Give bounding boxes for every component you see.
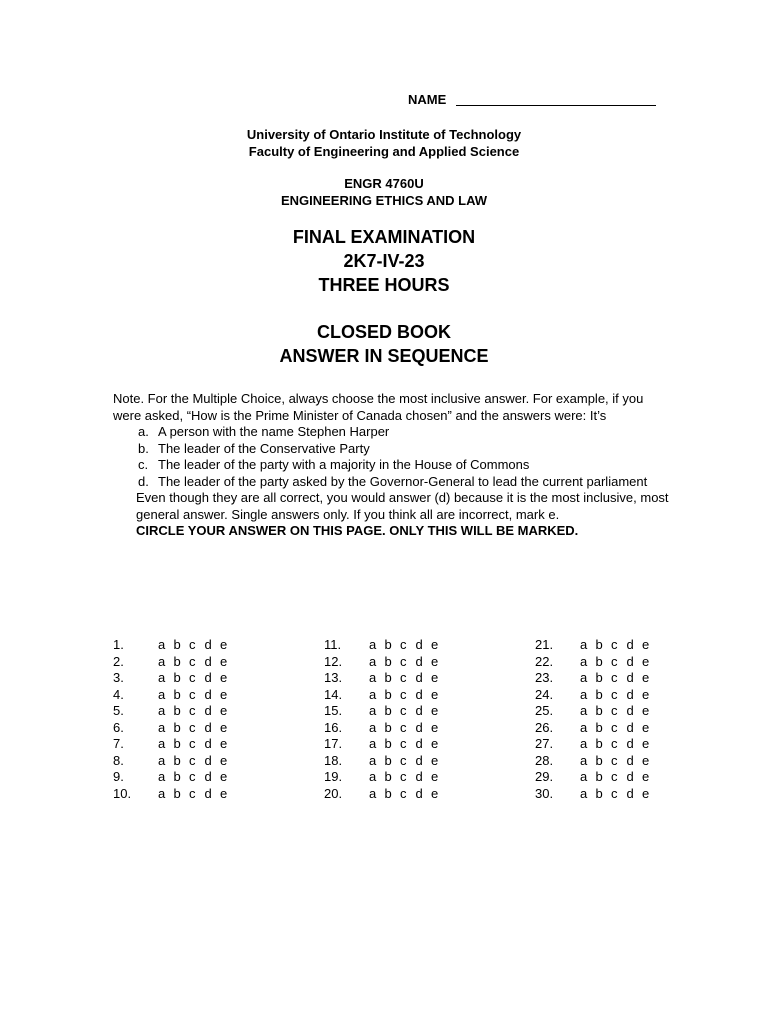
question-number: 25. xyxy=(535,703,554,718)
example-option xyxy=(113,441,673,458)
question-number: 19. xyxy=(324,769,343,784)
answer-choice-b[interactable]: b xyxy=(173,670,181,685)
answer-choice-e[interactable]: e xyxy=(431,769,439,784)
answer-row xyxy=(113,720,293,737)
option-text: A person with the name Stephen Harper xyxy=(158,424,390,439)
answer-row xyxy=(324,753,504,770)
answer-row xyxy=(535,786,715,803)
answer-choice-c[interactable]: c xyxy=(611,736,618,751)
note-intro: Note. For the Multiple Choice, always choose the most inclusive answer. For example, if you were asked, “How is the Prime Minister of Canada chosen” and the answers were: It’s xyxy=(113,391,644,423)
answer-choice-e[interactable]: e xyxy=(431,653,439,669)
answer-choice-d[interactable]: d xyxy=(626,752,634,768)
answer-choice-b[interactable]: b xyxy=(595,703,603,718)
answer-choice-b[interactable]: b xyxy=(173,703,181,718)
answer-choice-b[interactable]: b xyxy=(173,769,181,784)
answer-choice-c[interactable]: c xyxy=(189,769,196,784)
answer-choice-e[interactable]: e xyxy=(431,736,439,751)
answer-choice-d[interactable]: d xyxy=(415,686,423,702)
answer-choice-b[interactable]: b xyxy=(173,719,181,735)
answer-choice-b[interactable]: b xyxy=(384,703,392,718)
answer-choice-b[interactable]: b xyxy=(384,686,392,702)
question-number: 22. xyxy=(535,653,554,669)
answer-choice-c[interactable]: c xyxy=(400,637,407,652)
answer-choice-c[interactable]: c xyxy=(400,719,407,735)
answer-choice-e[interactable]: e xyxy=(642,670,650,685)
answer-row xyxy=(113,687,293,704)
question-number: 24. xyxy=(535,686,554,702)
answer-choice-d[interactable]: d xyxy=(204,703,212,718)
answer-choice-e[interactable]: e xyxy=(642,653,650,669)
question-number: 10. xyxy=(113,785,132,801)
answer-choice-b[interactable]: b xyxy=(595,752,603,768)
answer-choice-c[interactable]: c xyxy=(189,785,196,801)
answer-row xyxy=(113,670,293,687)
answer-row xyxy=(324,769,504,786)
example-option xyxy=(113,474,673,491)
answer-row xyxy=(535,720,715,737)
answer-row xyxy=(324,637,504,654)
answer-row xyxy=(324,720,504,737)
name-blank-line[interactable] xyxy=(456,105,656,106)
answer-choices xyxy=(158,786,236,803)
answer-choices xyxy=(158,720,236,737)
answer-choices xyxy=(158,703,236,720)
answer-choice-c[interactable]: c xyxy=(611,752,618,768)
answer-choice-b[interactable]: b xyxy=(595,785,603,801)
course-title: ENGINEERING ETHICS AND LAW xyxy=(280,193,488,208)
question-number: 6. xyxy=(113,719,124,735)
answer-choice-e[interactable]: e xyxy=(220,670,228,685)
answer-choice-a[interactable]: a xyxy=(580,736,588,751)
name-label: NAME xyxy=(408,92,447,107)
answer-choices xyxy=(369,670,447,687)
question-number: 8. xyxy=(113,752,124,768)
question-number: 11. xyxy=(324,637,342,652)
answer-choice-d[interactable]: d xyxy=(415,637,423,652)
faculty-name: Faculty of Engineering and Applied Science xyxy=(248,144,520,159)
question-number: 9. xyxy=(113,769,124,784)
answer-choice-c[interactable]: c xyxy=(611,637,618,652)
exam-rules-block xyxy=(0,320,768,368)
answer-choice-d[interactable]: d xyxy=(626,703,634,718)
answer-choice-e[interactable]: e xyxy=(431,703,439,718)
answer-choice-d[interactable]: d xyxy=(204,736,212,751)
answer-choice-b[interactable]: b xyxy=(595,653,603,669)
answer-choice-c[interactable]: c xyxy=(189,686,196,702)
answer-choice-b[interactable]: b xyxy=(384,719,392,735)
answer-choice-d[interactable]: d xyxy=(415,752,423,768)
answer-row xyxy=(535,736,715,753)
answer-choice-c[interactable]: c xyxy=(400,670,407,685)
answer-choice-e[interactable]: e xyxy=(220,719,228,735)
question-number: 15. xyxy=(324,703,343,718)
answer-choice-c[interactable]: c xyxy=(189,703,196,718)
answer-choices xyxy=(369,736,447,753)
answer-choices xyxy=(580,769,658,786)
option-text: The leader of the Conservative Party xyxy=(158,440,370,456)
answer-choices xyxy=(580,654,658,671)
answer-choice-a[interactable]: a xyxy=(580,719,588,735)
answer-choice-c[interactable]: c xyxy=(189,637,196,652)
answer-choice-a[interactable]: a xyxy=(369,736,377,751)
answer-choice-c[interactable]: c xyxy=(611,769,618,784)
answer-choice-a[interactable]: a xyxy=(158,736,166,751)
answer-choice-a[interactable]: a xyxy=(580,637,588,652)
answer-choice-d[interactable]: d xyxy=(204,637,212,652)
answer-row xyxy=(324,654,504,671)
answer-choice-a[interactable]: a xyxy=(158,769,166,784)
answer-choice-a[interactable]: a xyxy=(158,637,166,652)
answer-choice-b[interactable]: b xyxy=(595,637,603,652)
answer-choice-e[interactable]: e xyxy=(220,785,228,801)
answer-choice-d[interactable]: d xyxy=(626,670,634,685)
answer-choice-e[interactable]: e xyxy=(220,736,228,751)
answer-choice-a[interactable]: a xyxy=(369,686,377,702)
answer-choice-a[interactable]: a xyxy=(158,653,166,669)
answer-choice-e[interactable]: e xyxy=(220,686,228,702)
question-number: 20. xyxy=(324,785,343,801)
answer-row xyxy=(535,753,715,770)
exam-duration: THREE HOURS xyxy=(318,275,450,295)
answer-choice-e[interactable]: e xyxy=(431,637,439,652)
answer-choice-d[interactable]: d xyxy=(415,703,423,718)
answer-choice-d[interactable]: d xyxy=(204,719,212,735)
answer-choice-e[interactable]: e xyxy=(431,785,439,801)
answer-choice-a[interactable]: a xyxy=(158,670,166,685)
answer-choice-c[interactable]: c xyxy=(189,719,196,735)
answer-row xyxy=(324,786,504,803)
answer-choice-c[interactable]: c xyxy=(189,752,196,768)
answer-choices xyxy=(369,703,447,720)
question-number: 5. xyxy=(113,703,124,718)
question-number: 18. xyxy=(324,752,343,768)
question-number: 27. xyxy=(535,736,554,751)
answer-choices xyxy=(369,687,447,704)
answer-choice-d[interactable]: d xyxy=(204,686,212,702)
answer-choice-a[interactable]: a xyxy=(580,769,588,784)
answer-choice-c[interactable]: c xyxy=(611,719,618,735)
answer-choice-e[interactable]: e xyxy=(431,686,439,702)
answer-choice-d[interactable]: d xyxy=(204,785,212,801)
answer-choices xyxy=(580,786,658,803)
answer-choices xyxy=(580,753,658,770)
answer-choice-c[interactable]: c xyxy=(400,785,407,801)
answer-choice-c[interactable]: c xyxy=(400,703,407,718)
answer-choices xyxy=(369,720,447,737)
answer-choices xyxy=(158,769,236,786)
question-number: 4. xyxy=(113,686,124,702)
question-number: 21. xyxy=(535,637,554,652)
answer-choice-a[interactable]: a xyxy=(369,703,377,718)
answer-choice-e[interactable]: e xyxy=(642,752,650,768)
exam-type: FINAL EXAMINATION xyxy=(292,227,476,247)
answer-choices xyxy=(369,654,447,671)
answer-choice-c[interactable]: c xyxy=(611,670,618,685)
answer-choices xyxy=(580,736,658,753)
answer-choices xyxy=(369,753,447,770)
institution-block xyxy=(0,126,768,160)
answer-choice-a[interactable]: a xyxy=(580,670,588,685)
answer-choice-a[interactable]: a xyxy=(580,703,588,718)
answer-choice-e[interactable]: e xyxy=(431,670,439,685)
answer-row xyxy=(535,670,715,687)
answer-choice-a[interactable]: a xyxy=(158,703,166,718)
answer-choice-a[interactable]: a xyxy=(369,653,377,669)
answer-column-2 xyxy=(324,637,504,802)
answer-choice-e[interactable]: e xyxy=(220,637,228,652)
answer-choices xyxy=(158,637,236,654)
answer-choice-a[interactable]: a xyxy=(369,769,377,784)
answer-choice-d[interactable]: d xyxy=(415,736,423,751)
answer-choice-e[interactable]: e xyxy=(642,736,650,751)
option-letter: c. xyxy=(138,457,149,472)
answer-choice-c[interactable]: c xyxy=(189,653,196,669)
answer-choice-d[interactable]: d xyxy=(204,752,212,768)
question-number: 12. xyxy=(324,653,343,669)
option-text: The leader of the party with a majority in the House of Commons xyxy=(158,457,530,472)
answer-choice-e[interactable]: e xyxy=(431,752,439,768)
answer-row xyxy=(324,736,504,753)
answer-choice-d[interactable]: d xyxy=(626,653,634,669)
question-number: 1. xyxy=(113,637,124,652)
question-number: 14. xyxy=(324,686,343,702)
answer-choice-a[interactable]: a xyxy=(158,752,166,768)
answer-order-notice: ANSWER IN SEQUENCE xyxy=(279,346,489,366)
answer-choices xyxy=(580,703,658,720)
answer-choices xyxy=(580,670,658,687)
answer-choice-c[interactable]: c xyxy=(189,670,196,685)
marking-instruction: CIRCLE YOUR ANSWER ON THIS PAGE. ONLY THIS WILL BE MARKED. xyxy=(136,523,579,538)
answer-choice-b[interactable]: b xyxy=(595,686,603,702)
answer-choice-b[interactable]: b xyxy=(384,670,392,685)
example-option xyxy=(113,424,673,441)
answer-choice-c[interactable]: c xyxy=(400,653,407,669)
answer-choice-d[interactable]: d xyxy=(204,670,212,685)
answer-choice-a[interactable]: a xyxy=(580,752,588,768)
answer-row xyxy=(113,786,293,803)
answer-choice-c[interactable]: c xyxy=(611,653,618,669)
option-letter: b. xyxy=(138,440,149,456)
answer-choice-b[interactable]: b xyxy=(173,686,181,702)
answer-choice-b[interactable]: b xyxy=(384,769,392,784)
answer-choice-e[interactable]: e xyxy=(642,703,650,718)
answer-choice-e[interactable]: e xyxy=(220,769,228,784)
answer-choice-b[interactable]: b xyxy=(173,785,181,801)
answer-choice-b[interactable]: b xyxy=(595,719,603,735)
answer-choice-c[interactable]: c xyxy=(611,703,618,718)
option-text: The leader of the party asked by the Governor-General to lead the current parliament xyxy=(158,473,648,489)
answer-choice-d[interactable]: d xyxy=(626,686,634,702)
answer-row xyxy=(324,687,504,704)
answer-choices xyxy=(158,654,236,671)
answer-choice-d[interactable]: d xyxy=(626,769,634,784)
answer-choice-c[interactable]: c xyxy=(611,785,618,801)
answer-choice-a[interactable]: a xyxy=(369,752,377,768)
answer-row xyxy=(535,703,715,720)
answer-row xyxy=(535,687,715,704)
answer-choice-b[interactable]: b xyxy=(173,736,181,751)
answer-row xyxy=(113,753,293,770)
answer-choice-a[interactable]: a xyxy=(369,785,377,801)
answer-choices xyxy=(580,687,658,704)
answer-choice-a[interactable]: a xyxy=(580,785,588,801)
option-letter: d. xyxy=(138,473,149,489)
answer-choice-d[interactable]: d xyxy=(415,785,423,801)
question-number: 26. xyxy=(535,719,554,735)
answer-row xyxy=(113,736,293,753)
answer-choice-d[interactable]: d xyxy=(626,736,634,751)
answer-row xyxy=(535,654,715,671)
answer-row xyxy=(324,703,504,720)
instructions-note xyxy=(113,391,673,540)
answer-row xyxy=(324,670,504,687)
answer-choice-e[interactable]: e xyxy=(642,637,650,652)
answer-choices xyxy=(158,736,236,753)
exam-date: 2K7-IV-23 xyxy=(343,251,425,271)
answer-choices xyxy=(369,637,447,654)
answer-choice-b[interactable]: b xyxy=(173,752,181,768)
answer-choice-c[interactable]: c xyxy=(400,686,407,702)
answer-choice-d[interactable]: d xyxy=(415,653,423,669)
question-number: 7. xyxy=(113,736,124,751)
answer-choice-b[interactable]: b xyxy=(595,736,603,751)
answer-choice-a[interactable]: a xyxy=(158,785,166,801)
question-number: 17. xyxy=(324,736,343,751)
question-number: 30. xyxy=(535,785,554,801)
answer-choice-b[interactable]: b xyxy=(595,769,603,784)
answer-row xyxy=(535,637,715,654)
answer-choice-d[interactable]: d xyxy=(626,719,634,735)
answer-choice-b[interactable]: b xyxy=(384,736,392,751)
answer-choice-c[interactable]: c xyxy=(611,686,618,702)
answer-row xyxy=(113,637,293,654)
answer-choices xyxy=(369,786,447,803)
answer-choice-d[interactable]: d xyxy=(626,637,634,652)
question-number: 13. xyxy=(324,670,343,685)
name-field[interactable] xyxy=(408,92,656,107)
example-options xyxy=(113,424,673,490)
question-number: 23. xyxy=(535,670,554,685)
answer-choice-c[interactable]: c xyxy=(400,769,407,784)
answer-choice-a[interactable]: a xyxy=(580,653,588,669)
answer-choice-e[interactable]: e xyxy=(220,653,228,669)
answer-choice-e[interactable]: e xyxy=(431,719,439,735)
answer-choices xyxy=(580,720,658,737)
answer-choice-a[interactable]: a xyxy=(158,686,166,702)
question-number: 16. xyxy=(324,719,343,735)
course-block xyxy=(0,175,768,209)
answer-choice-d[interactable]: d xyxy=(626,785,634,801)
answer-choice-d[interactable]: d xyxy=(415,670,423,685)
answer-choice-a[interactable]: a xyxy=(369,637,377,652)
answer-choice-e[interactable]: e xyxy=(642,719,650,735)
answer-choice-c[interactable]: c xyxy=(400,736,407,751)
answer-choice-b[interactable]: b xyxy=(595,670,603,685)
answer-choice-b[interactable]: b xyxy=(384,785,392,801)
option-letter: a. xyxy=(138,424,149,439)
answer-choice-e[interactable]: e xyxy=(642,769,650,784)
example-option xyxy=(113,457,673,474)
answer-choice-b[interactable]: b xyxy=(384,752,392,768)
answer-row xyxy=(113,654,293,671)
answer-choice-e[interactable]: e xyxy=(642,785,650,801)
answer-choice-d[interactable]: d xyxy=(415,719,423,735)
answer-choices xyxy=(580,637,658,654)
question-number: 3. xyxy=(113,670,124,685)
answer-choices xyxy=(369,769,447,786)
answer-choice-e[interactable]: e xyxy=(220,752,228,768)
answer-choice-e[interactable]: e xyxy=(642,686,650,702)
university-name: University of Ontario Institute of Technology xyxy=(246,127,522,142)
answer-choice-e[interactable]: e xyxy=(220,703,228,718)
exam-info-block xyxy=(0,225,768,297)
answer-column-3 xyxy=(535,637,715,802)
answer-choice-b[interactable]: b xyxy=(384,637,392,652)
answer-choice-d[interactable]: d xyxy=(204,653,212,669)
answer-choice-a[interactable]: a xyxy=(369,719,377,735)
answer-choice-c[interactable]: c xyxy=(400,752,407,768)
note-explanation: Even though they are all correct, you would answer (d) because it is the most inclusive, most general answer. Single answers only. If you think all are incorrect, mark e. xyxy=(136,490,669,522)
answer-choice-c[interactable]: c xyxy=(189,736,196,751)
question-number: 2. xyxy=(113,653,124,669)
answer-choice-a[interactable]: a xyxy=(580,686,588,702)
answer-choice-b[interactable]: b xyxy=(173,637,181,652)
course-code: ENGR 4760U xyxy=(344,176,424,191)
answer-choice-b[interactable]: b xyxy=(384,653,392,669)
answer-choice-d[interactable]: d xyxy=(204,769,212,784)
question-number: 29. xyxy=(535,769,554,784)
answer-choices xyxy=(158,753,236,770)
answer-choice-a[interactable]: a xyxy=(158,719,166,735)
answer-choices xyxy=(158,687,236,704)
answer-column-1 xyxy=(113,637,293,802)
answer-choice-d[interactable]: d xyxy=(415,769,423,784)
answer-choice-b[interactable]: b xyxy=(173,653,181,669)
question-number: 28. xyxy=(535,752,554,768)
answer-row xyxy=(113,703,293,720)
answer-choices xyxy=(158,670,236,687)
answer-row xyxy=(535,769,715,786)
answer-row xyxy=(113,769,293,786)
answer-choice-a[interactable]: a xyxy=(369,670,377,685)
closed-book-notice: CLOSED BOOK xyxy=(316,322,451,342)
